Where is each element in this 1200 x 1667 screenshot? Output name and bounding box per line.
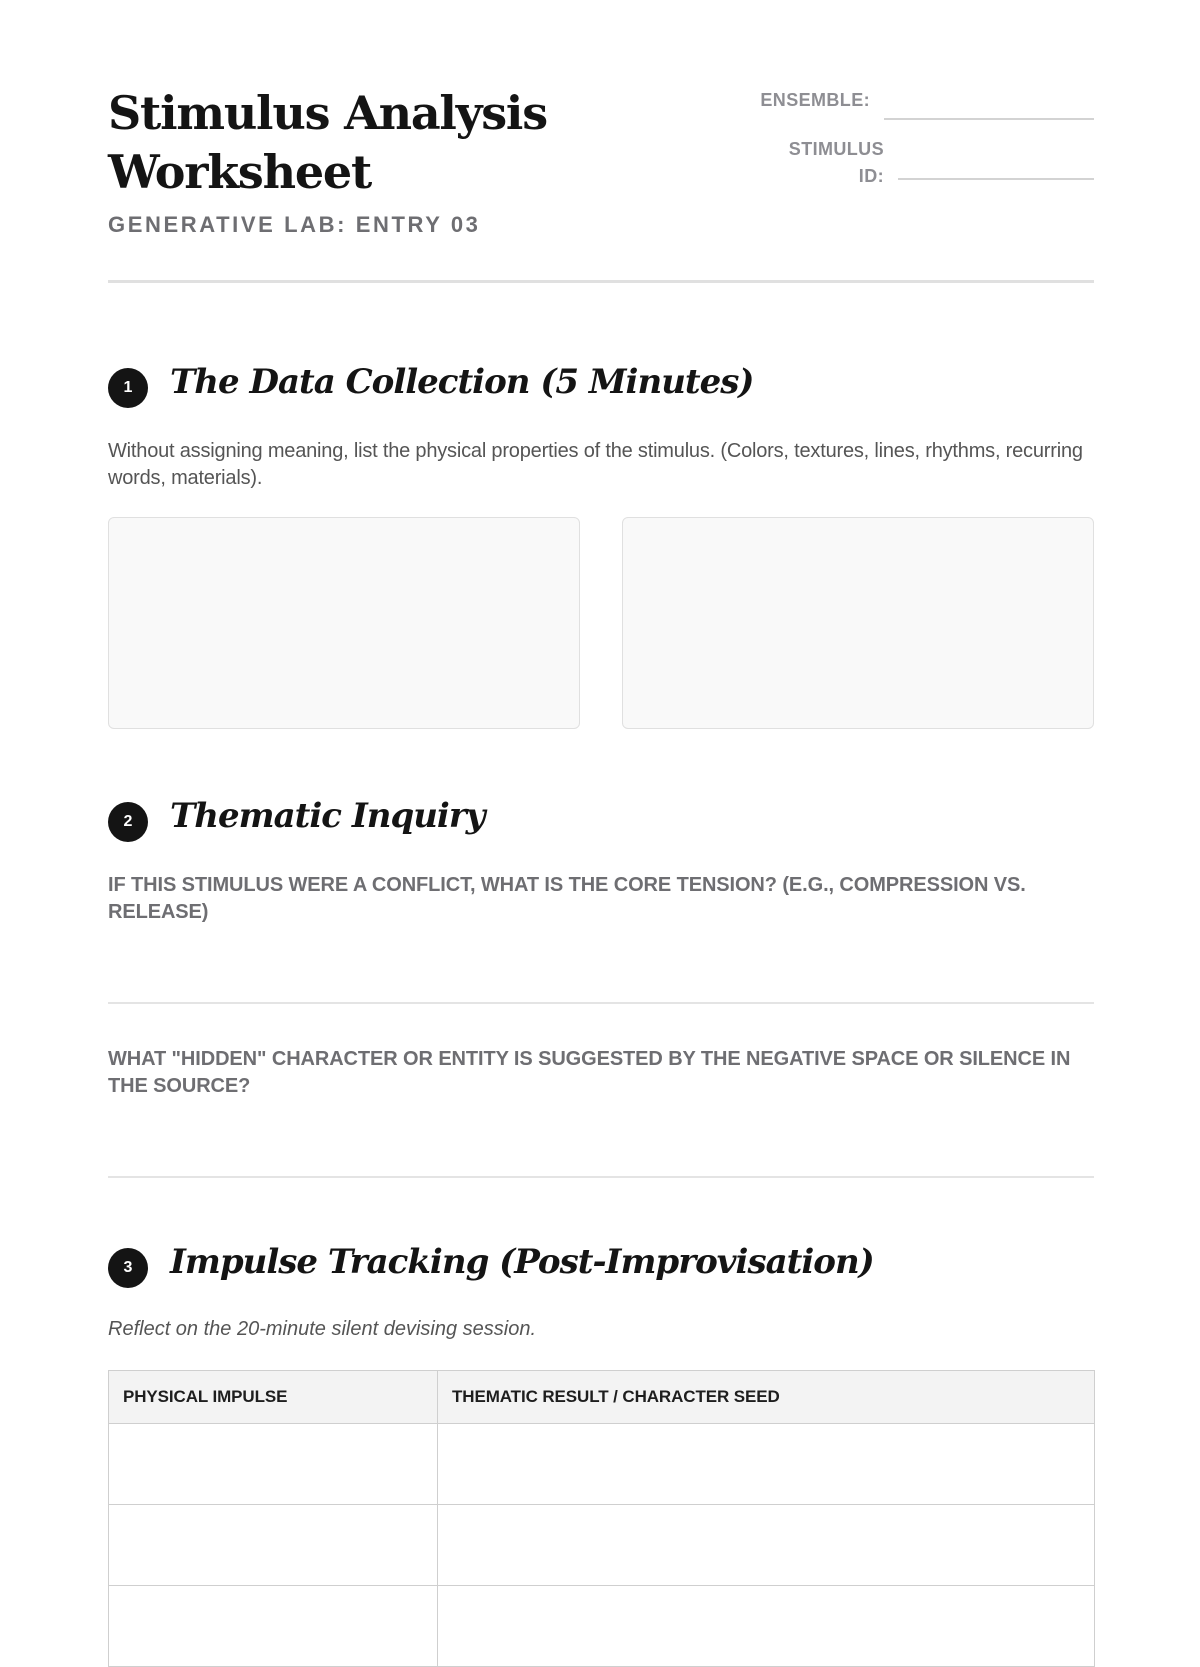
column-header-thematic-result: THEMATIC RESULT / CHARACTER SEED bbox=[438, 1371, 1095, 1424]
impulse-tracking-table bbox=[108, 1370, 1095, 1667]
ensemble-field bbox=[618, 88, 1094, 122]
table-cell-thematic-result[interactable] bbox=[438, 1424, 1095, 1505]
page-title-line1: Stimulus Analysis bbox=[108, 86, 547, 140]
table-row bbox=[109, 1586, 1095, 1667]
table-cell-physical-impulse[interactable] bbox=[109, 1505, 438, 1586]
worksheet-page bbox=[108, 0, 1094, 1600]
stimulus-id-label bbox=[618, 136, 884, 190]
page-title-line2: Worksheet bbox=[108, 145, 372, 199]
table-header-row bbox=[109, 1371, 1095, 1424]
section-2-number: 2 bbox=[108, 802, 148, 842]
data-collection-box-left[interactable] bbox=[108, 517, 580, 729]
data-collection-box-right[interactable] bbox=[622, 517, 1094, 729]
section-1-number: 1 bbox=[108, 368, 148, 408]
table-cell-thematic-result[interactable] bbox=[438, 1505, 1095, 1586]
answer-line-core-tension[interactable] bbox=[108, 1002, 1094, 1004]
table-cell-physical-impulse[interactable] bbox=[109, 1424, 438, 1505]
question-core-tension: IF THIS STIMULUS WERE A CONFLICT, WHAT IS THE CORE TENSION? (E.G., COMPRESSION VS. RELEASE) bbox=[108, 874, 1026, 923]
stimulus-id-label-line2: ID: bbox=[858, 166, 884, 186]
section-3-note: Reflect on the 20-minute silent devising session. bbox=[108, 1318, 537, 1340]
section-3-title: Impulse Tracking (Post-Improvisation) bbox=[170, 1242, 874, 1282]
page-title bbox=[108, 84, 628, 202]
section-3-number: 3 bbox=[108, 1248, 148, 1288]
column-header-physical-impulse: PHYSICAL IMPULSE bbox=[109, 1371, 438, 1424]
stimulus-id-label-line1: STIMULUS bbox=[788, 139, 884, 159]
section-2-title: Thematic Inquiry bbox=[170, 796, 485, 836]
section-1-title: The Data Collection (5 Minutes) bbox=[170, 362, 754, 402]
table-row bbox=[109, 1505, 1095, 1586]
question-hidden-character: WHAT "HIDDEN" CHARACTER OR ENTITY IS SUGGESTED BY THE NEGATIVE SPACE OR SILENCE IN THE SOURCE? bbox=[108, 1048, 1071, 1097]
stimulus-id-field bbox=[618, 134, 1094, 184]
header-divider bbox=[108, 280, 1094, 283]
table-row bbox=[109, 1424, 1095, 1505]
table-cell-physical-impulse[interactable] bbox=[109, 1586, 438, 1667]
page-subtitle: GENERATIVE LAB: ENTRY 03 bbox=[108, 212, 481, 237]
section-1-instructions: Without assigning meaning, list the physical properties of the stimulus. (Colors, textures, lines, rhythms, recurring words, materials). bbox=[108, 440, 1083, 489]
ensemble-label: ENSEMBLE: bbox=[760, 90, 870, 110]
answer-line-hidden-character[interactable] bbox=[108, 1176, 1094, 1178]
stimulus-id-input-line[interactable] bbox=[898, 178, 1094, 180]
table-cell-thematic-result[interactable] bbox=[438, 1586, 1095, 1667]
ensemble-input-line[interactable] bbox=[884, 118, 1094, 120]
